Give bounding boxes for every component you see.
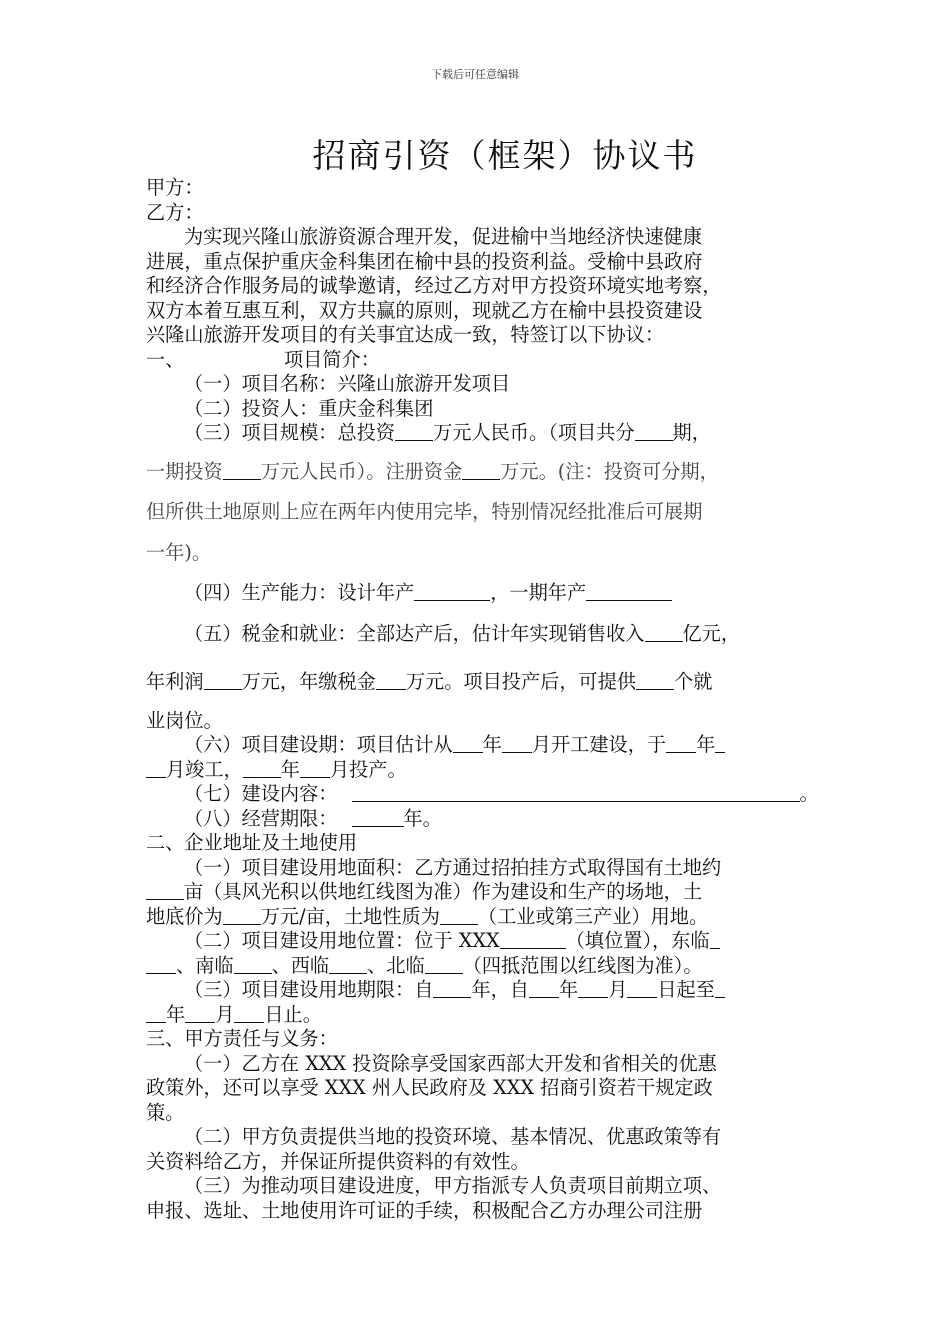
party-b-label: 乙方： [146,200,204,224]
land-term-line: （三）项目建设用地期限：自 年，自 年 月 日起至 [146,978,811,1003]
project-scale-line: （三）项目规模：总投资 万元人民币。（项目共分 期， [184,421,711,444]
document-title: 招商引资（框架）协议书 [312,136,698,175]
party-a-duty-1-cont: 策。 [146,1100,185,1124]
party-a-duty-1: （一）乙方在 XXX 投资除享受国家西部大开发和省相关的优惠 [184,1051,717,1075]
blank-construction-content [352,783,800,802]
section-1-title: 项目简介： [284,347,380,371]
project-name-line: （一）项目名称：兴隆山旅游开发项目 [184,372,511,395]
blank-total-investment [395,422,433,441]
capacity-line: （四）生产能力：设计年产 ，一期年产 [146,581,811,606]
blank-annual-profit [204,671,242,690]
blank-operating-term [352,808,404,827]
intro-line: 和经济合作服务局的诚挚邀请，经过乙方对甲方投资环境实地考察， [146,274,722,297]
blank-phase1-investment [223,461,261,480]
operating-term-line: （八）经营期限： 年。 [184,806,442,830]
section-1-heading [146,348,811,373]
intro-line: 兴隆山旅游开发项目的有关事宜达成一致，特签订以下协议： [146,323,665,346]
land-area-line-2: 亩（具风光积以供地红线图为准）作为建设和生产的场地，土 [146,880,811,905]
tax-employment-line-3: 业岗位。 [146,708,223,732]
investor-line: （二）投资人：重庆金科集团 [184,396,434,420]
land-location-line-2: 、南临 、西临 、北临 （四抵范围以红线图为准）。 [146,954,811,979]
blank-sales-revenue [645,623,683,642]
tax-employment-line-2: 年利润 万元，年缴税金 万元。项目投产后，可提供 个就 [146,670,713,693]
blank-phases [635,422,673,441]
document-body [146,176,819,1223]
blank-design-capacity [414,582,490,601]
party-a-duty-2: （二）甲方负责提供当地的投资环境、基本情况、优惠政策等有 [184,1125,722,1148]
tax-employment-line: （五）税金和就业：全部达产后，估计年实现销售收入 亿元， [184,621,741,645]
land-area-line-3: 地底价为 万元/亩，土地性质为 （工业或第三产业）用地。 [146,904,709,928]
page-header-note: 下载后可任意编辑 [431,68,519,81]
blank-phase1-capacity [586,582,672,601]
section-2-heading: 二、企业地址及土地使用 [146,831,358,854]
intro-line: 双方本着互惠互利，双方共赢的原则，现就乙方在榆中县投资建设 [146,298,703,322]
land-location-line: （二）项目建设用地位置：位于 XXX （填位置），东临 [146,929,811,954]
construction-period-line: （六）项目建设期：项目估计从 年 月开工建设，于 年 [146,733,811,758]
project-scale-line-3: 但所供土地原则上应在两年内使用完毕，特别情况经批准后可展期 [146,500,703,523]
project-scale-line-2: 一期投资 万元人民币）。注册资金 万元。(注：投资可分期， [146,459,719,483]
blank-registered-capital [462,461,500,480]
land-term-line-2: 年 月 日止。 [146,1003,811,1028]
intro-line: 进展，重点保护重庆金科集团在榆中县的投资利益。受榆中县政府 [146,249,703,273]
section-3-heading: 三、甲方责任与义务： [146,1027,338,1050]
intro-line: 为实现兴隆山旅游资源合理开发，促进榆中当地经济快速健康 [184,225,703,248]
project-scale-line-4: 一年)。 [146,540,212,564]
construction-content-line: （七）建设内容： 。 [184,782,819,805]
party-a-label: 甲方： [146,176,204,199]
party-a-duty-1-cont: 政策外，还可以享受 XXX 州人民政府及 XXX 招商引资若干规定政 [146,1076,713,1099]
construction-period-line-2: 月竣工， 年 月投产。 [146,758,811,783]
section-1-number: 一、 [146,347,185,371]
blank-annual-tax [376,671,406,690]
party-a-duty-2-cont: 关资料给乙方，并保证所提供资料的有效性。 [146,1149,530,1173]
party-a-duty-3-cont: 申报、选址、土地使用许可证的手续，积极配合乙方办理公司注册 [146,1198,703,1222]
blank-jobs [636,671,674,690]
party-a-duty-3: （三）为推动项目建设进度，甲方指派专人负责项目前期立项、 [184,1174,722,1197]
land-area-line: （一）项目建设用地面积：乙方通过招拍挂方式取得国有土地约 [184,855,722,879]
intro-paragraph [146,225,811,348]
